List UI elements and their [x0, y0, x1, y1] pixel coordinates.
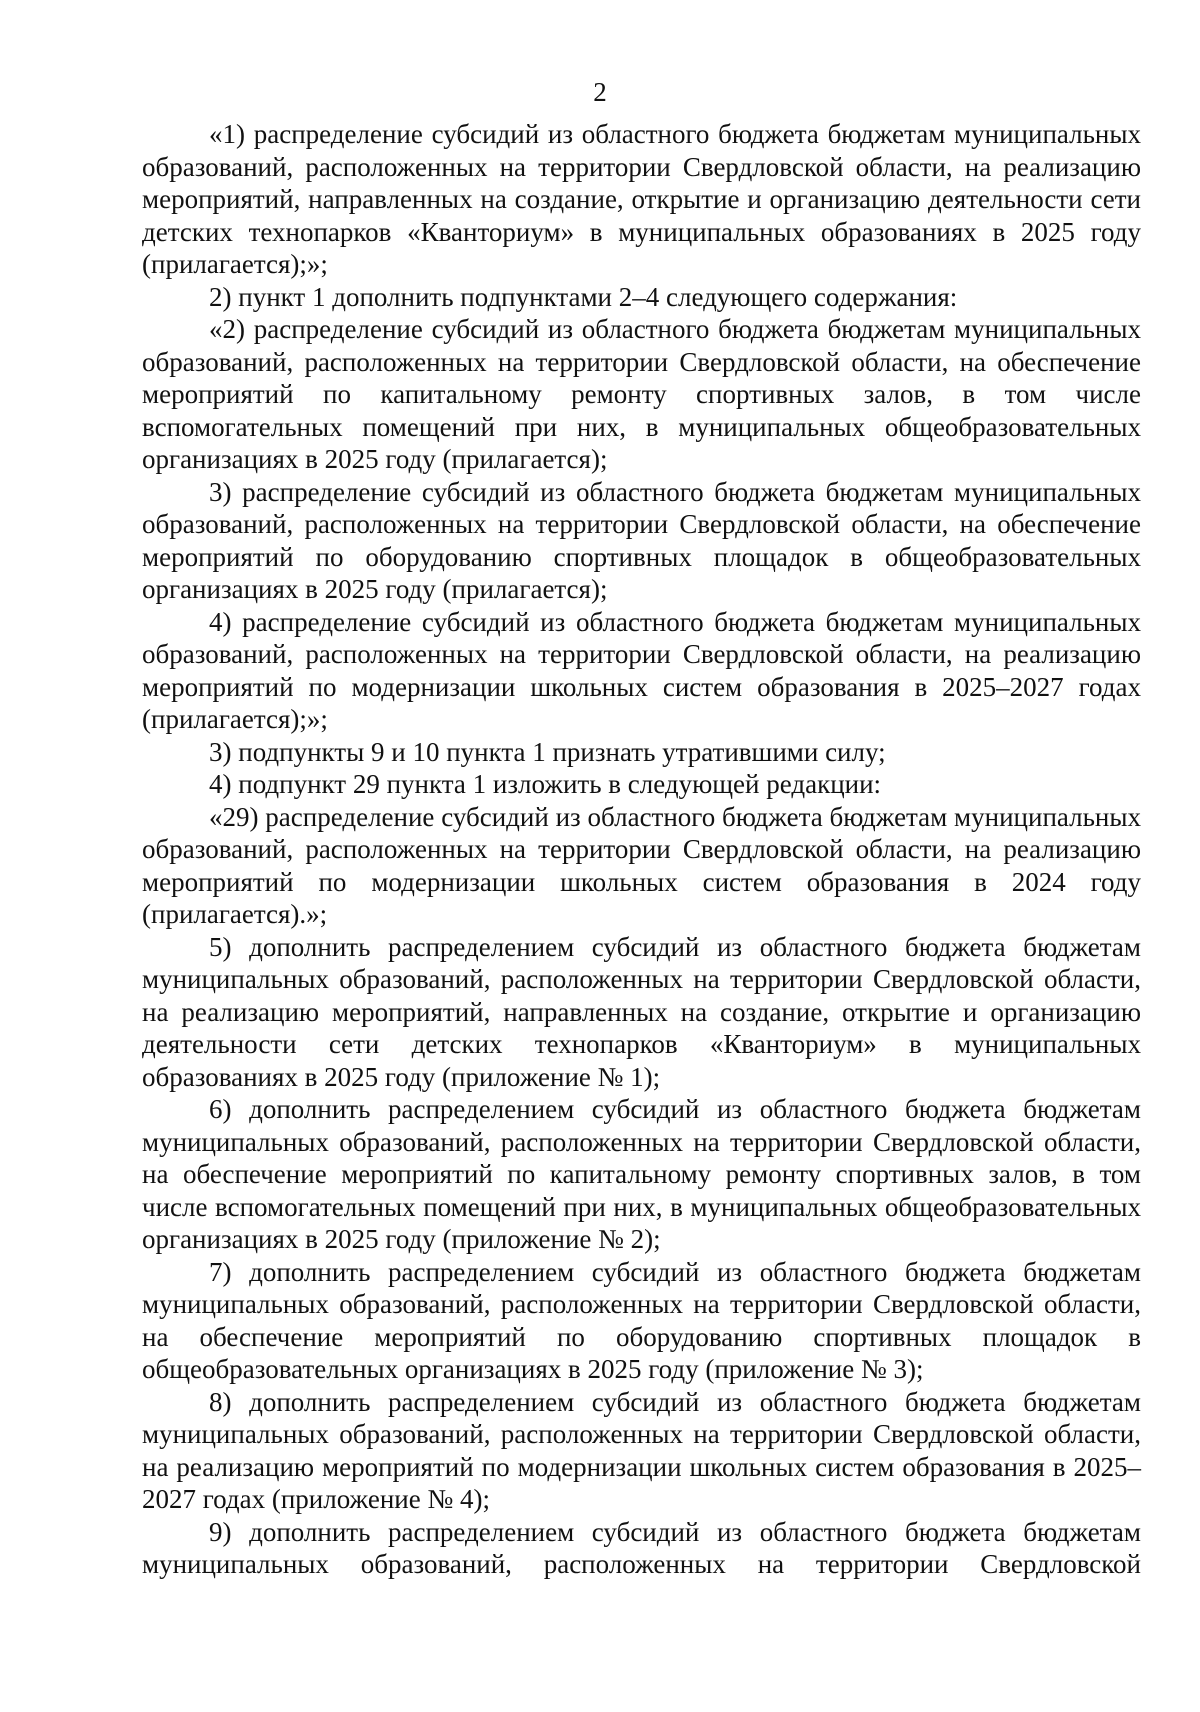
paragraph-item-9: 9) дополнить распределением субсидий из областного бюджета бюджетам муниципальных образований, расположенных на территории Свердловской	[142, 1516, 1141, 1579]
paragraph-item-8: 8) дополнить распределением субсидий из областного бюджета бюджетам муниципальных образований, расположенных на территории Свердловской области, на реализацию мероприятий по модернизации школьных систем образования в 2025–2027 годах (приложение № 4);	[142, 1386, 1141, 1514]
paragraph-subitem-4: 4) распределение субсидий из областного бюджета бюджетам муниципальных образований, расположенных на территории Свердловской области, на реализацию мероприятий по модернизации школьных систем образования в 2025–2027 годах (прилагается);»;	[142, 606, 1141, 734]
paragraph-subitem-1-quote: «1) распределение субсидий из областного бюджета бюджетам муниципальных образований, расположенных на территории Свердловской области, на реализацию мероприятий, направленных на создание, открытие и организацию деятельности сети детских технопарков «Кванториум» в муниципальных образованиях в 2025 году (прилагается);»;	[142, 119, 1141, 279]
paragraph-item-5: 5) дополнить распределением субсидий из областного бюджета бюджетам муниципальных образований, расположенных на территории Свердловской области, на реализацию мероприятий, направленных на создание, открытие и организацию деятельности сети детских технопарков «Кванториум» в муниципальных образованиях в 2025 году (приложение № 1);	[142, 931, 1141, 1092]
document-body	[142, 118, 1141, 1581]
paragraph-subitem-29-quote: «29) распределение субсидий из областного бюджета бюджетам муниципальных образований, расположенных на территории Свердловской области, на реализацию мероприятий по модернизации школьных систем образования в 2024 году (прилагается).»;	[142, 801, 1141, 929]
paragraph-item-7: 7) дополнить распределением субсидий из областного бюджета бюджетам муниципальных образований, расположенных на территории Свердловской области, на обеспечение мероприятий по оборудованию спортивных площадок в общеобразовательных организациях в 2025 году (приложение № 3);	[142, 1256, 1141, 1384]
paragraph-subitem-2-quote: «2) распределение субсидий из областного бюджета бюджетам муниципальных образований, расположенных на территории Свердловской области, на обеспечение мероприятий по капитальному ремонту спортивных залов, в том числе вспомогательных помещений при них, в муниципальных общеобразовательных организациях в 2025 году (прилагается);	[142, 314, 1141, 474]
paragraph-item-4: 4) подпункт 29 пункта 1 изложить в следующей редакции:	[209, 769, 882, 799]
paragraph-item-6: 6) дополнить распределением субсидий из областного бюджета бюджетам муниципальных образований, расположенных на территории Свердловской области, на обеспечение мероприятий по капитальному ремонту спортивных залов, в том числе вспомогательных помещений при них, в муниципальных общеобразовательных организациях в 2025 году (приложение № 2);	[142, 1094, 1141, 1254]
page-number: 2	[593, 77, 607, 107]
paragraph-subitem-3: 3) распределение субсидий из областного бюджета бюджетам муниципальных образований, расположенных на территории Свердловской области, на обеспечение мероприятий по оборудованию спортивных площадок в общеобразовательных организациях в 2025 году (прилагается);	[142, 476, 1141, 604]
paragraph-item-3: 3) подпункты 9 и 10 пункта 1 признать утратившими силу;	[209, 736, 886, 767]
paragraph-item-2: 2) пункт 1 дополнить подпунктами 2–4 следующего содержания:	[209, 281, 958, 312]
